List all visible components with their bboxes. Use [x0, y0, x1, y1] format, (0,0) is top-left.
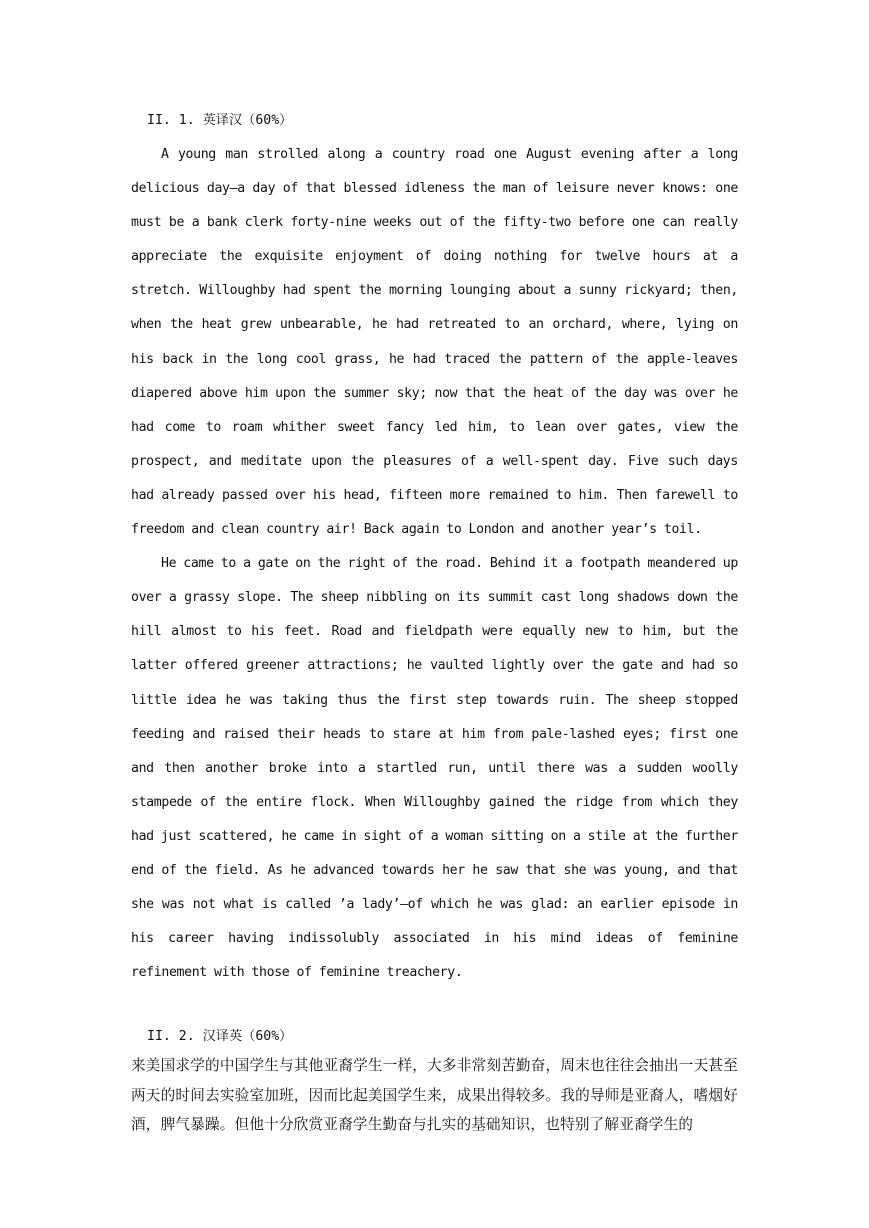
section1-heading: II. 1. 英译汉（60%） [147, 113, 293, 128]
document-body [131, 104, 738, 1140]
section1-paragraph-2: He came to a gate on the right of the road. Behind it a footpath meandered up over a grassy slope. The sheep nibbling on its summit cast long shadows down the hill almost to his feet. Road and fieldpath were equally new to him, but the latter offered greener attractions; he vaulted lightly over the gate and had so little idea he was taking thus the first step towards ruin. The sheep stopped feeding and raised their heads to stare at him from pale-lashed eyes; first one and then another broke into a startled run, until there was a sudden woolly stampede of the entire flock. When Willoughby gained the ridge from which they had just scattered, he came in sight of a woman sitting on a stile at the further end of the field. As he advanced towards her he saw that she was young, and that she was not what is called ’a lady’—of which he was glad: an earlier episode in his career having indissolubly associated in his mind ideas of feminine refinement with those of feminine treachery. [131, 556, 738, 981]
section2-heading: II. 2. 汉译英（60%） [147, 1029, 293, 1045]
section-gap [131, 990, 738, 1023]
section1-paragraph-1: A young man strolled along a country road one August evening after a long delicious day—a day of that blessed idleness the man of leisure never knows: one must be a bank clerk forty-nine weeks out of the fifty-two before one can really appreciate the exquisite enjoyment of doing nothing for twelve hours at a stretch. Willoughby had spent the morning lounging about a sunny rickyard; then, when the heat grew unbearable, he had retreated to an orchard, where, lying on his back in the long cool grass, he had traced the pattern of the apple-leaves diapered above him upon the summer sky; now that the heat of the day was over he had come to roam whither sweet fancy led him, to lean over gates, view the prospect, and meditate upon the pleasures of a well-spent day. Five such days had already passed over his head, fifteen more remained to him. Then farewell to freedom and clean country air! Back again to London and another year’s toil. [131, 147, 738, 538]
section2-paragraph: 来美国求学的中国学生与其他亚裔学生一样，大多非常刻苦勤奋，周末也往往会抽出一天甚至两天的时间去实验室加班，因而比起美国学生来，成果出得较多。我的导师是亚裔人，嗜烟好酒，脾气暴躁。但他十分欣赏亚裔学生勤奋与扎实的基础知识，也特别了解亚裔学生的 [131, 1057, 738, 1134]
